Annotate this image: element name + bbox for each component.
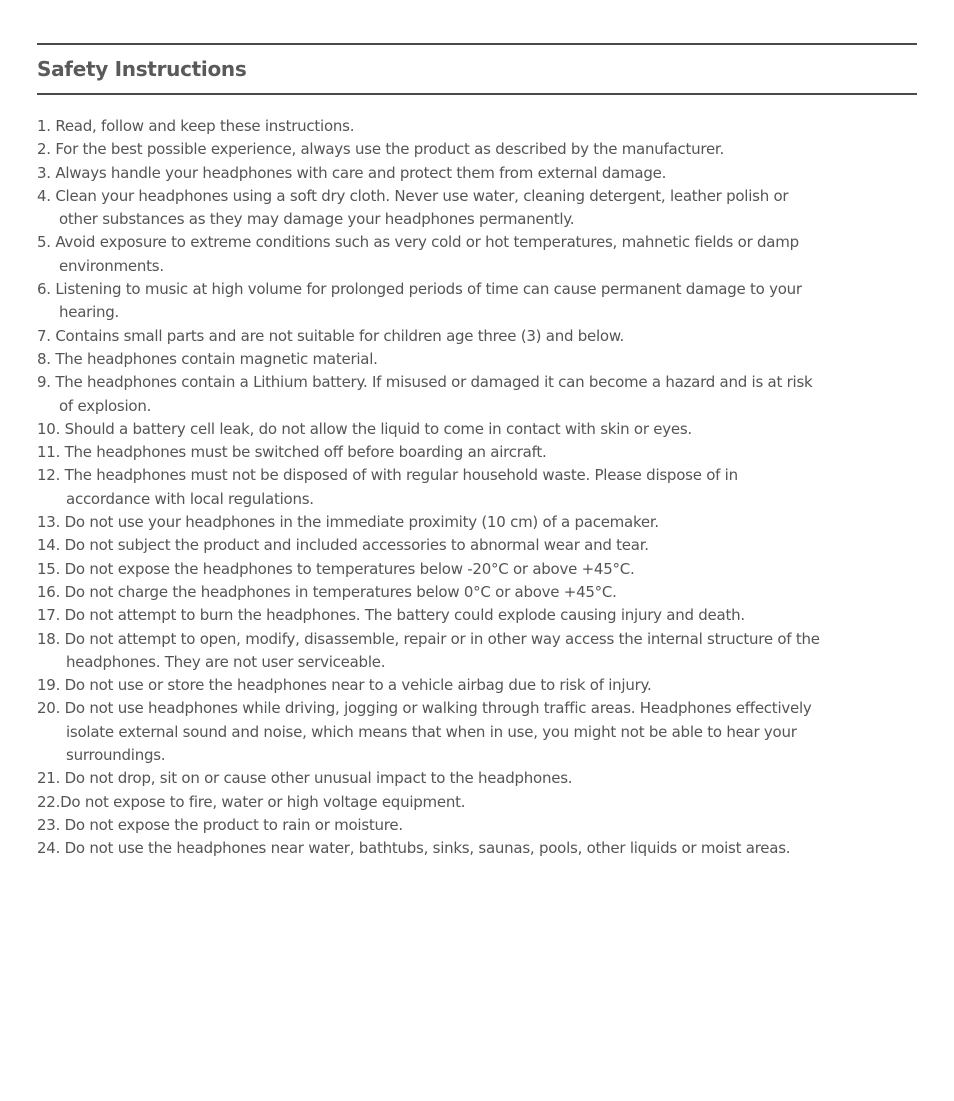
instruction-item — [37, 464, 917, 511]
safety-instructions-section — [37, 43, 917, 861]
instruction-text: 8. The headphones contain magnetic material. — [37, 349, 378, 368]
instruction-text-continued: surroundings. — [66, 746, 166, 765]
instruction-text-continued: other substances as they may damage your headphones permanently. — [59, 210, 575, 229]
instruction-text: 4. Clean your headphones using a soft dry cloth. Never use water, cleaning detergent, leather polish or — [37, 186, 789, 205]
instruction-text: 21. Do not drop, sit on or cause other unusual impact to the headphones. — [37, 769, 573, 788]
instruction-text-continued: isolate external sound and noise, which means that when in use, you might not be able to hear your — [66, 722, 797, 741]
instruction-text: 24. Do not use the headphones near water, bathtubs, sinks, saunas, pools, other liquids or moist areas. — [37, 839, 791, 858]
instruction-text: 1. Read, follow and keep these instructions. — [37, 117, 355, 135]
instruction-list — [37, 115, 917, 861]
instruction-text: 22.Do not expose to fire, water or high voltage equipment. — [37, 792, 466, 811]
instruction-text-continued: accordance with local regulations. — [66, 489, 314, 508]
instruction-text: 12. The headphones must not be disposed of with regular household waste. Please dispose of in — [37, 466, 738, 485]
instruction-text: 13. Do not use your headphones in the immediate proximity (10 cm) of a pacemaker. — [37, 513, 659, 532]
instruction-text: 15. Do not expose the headphones to temperatures below -20°C or above +45°C. — [37, 559, 635, 578]
instruction-item — [37, 185, 917, 232]
instruction-item — [37, 767, 917, 790]
instruction-item — [37, 441, 917, 464]
instruction-item — [37, 534, 917, 557]
instruction-item — [37, 674, 917, 697]
instruction-text: 23. Do not expose the product to rain or moisture. — [37, 815, 403, 834]
instruction-item — [37, 418, 917, 441]
instruction-item — [37, 325, 917, 348]
instruction-item — [37, 348, 917, 371]
instruction-item — [37, 628, 917, 675]
instruction-text-continued: environments. — [59, 256, 164, 275]
instruction-item — [37, 814, 917, 837]
instruction-text: 9. The headphones contain a Lithium battery. If misused or damaged it can become a hazard and is at risk — [37, 373, 813, 392]
instruction-item — [37, 511, 917, 534]
instruction-item — [37, 162, 917, 185]
instruction-item — [37, 697, 917, 767]
instruction-text: 14. Do not subject the product and included accessories to abnormal wear and tear. — [37, 536, 649, 555]
instruction-text: 20. Do not use headphones while driving, jogging or walking through traffic areas. Headphones effectively — [37, 699, 812, 718]
instruction-text: 17. Do not attempt to burn the headphones. The battery could explode causing injury and death. — [37, 606, 745, 625]
instruction-item — [37, 115, 917, 138]
instruction-item — [37, 604, 917, 627]
instruction-item — [37, 581, 917, 604]
instruction-item — [37, 791, 917, 814]
instruction-item — [37, 231, 917, 278]
instruction-text: 7. Contains small parts and are not suitable for children age three (3) and below. — [37, 326, 624, 345]
instruction-text: 2. For the best possible experience, always use the product as described by the manufacturer. — [37, 140, 724, 159]
instruction-item — [37, 558, 917, 581]
instruction-text: 6. Listening to music at high volume for prolonged periods of time can cause permanent damage to your — [37, 280, 802, 299]
instruction-item — [37, 138, 917, 161]
instruction-text: 3. Always handle your headphones with care and protect them from external damage. — [37, 163, 667, 182]
instruction-item — [37, 371, 917, 418]
section-title: Safety Instructions — [37, 57, 247, 81]
instruction-text-continued: of explosion. — [59, 396, 152, 415]
title-divider — [37, 93, 917, 95]
instruction-text: 10. Should a battery cell leak, do not allow the liquid to come in contact with skin or eyes. — [37, 419, 692, 438]
instruction-item — [37, 278, 917, 325]
instruction-text-continued: headphones. They are not user serviceable. — [66, 652, 386, 671]
instruction-text: 5. Avoid exposure to extreme conditions such as very cold or hot temperatures, mahnetic fields or damp — [37, 233, 799, 252]
instruction-item — [37, 837, 917, 860]
instruction-text: 19. Do not use or store the headphones near to a vehicle airbag due to risk of injury. — [37, 676, 652, 695]
instruction-text-continued: hearing. — [59, 303, 120, 322]
instruction-text: 11. The headphones must be switched off before boarding an aircraft. — [37, 443, 547, 462]
instruction-text: 16. Do not charge the headphones in temperatures below 0°C or above +45°C. — [37, 582, 617, 601]
instruction-text: 18. Do not attempt to open, modify, disassemble, repair or in other way access the internal structure of the — [37, 629, 820, 648]
